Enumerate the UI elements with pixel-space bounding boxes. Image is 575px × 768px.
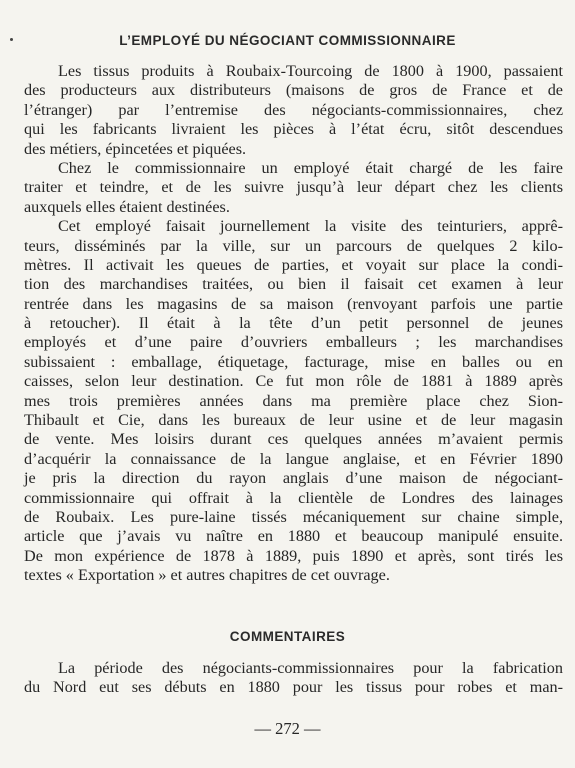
text-line: tion des marchandises traitées, ou bien il faisait cet examen à leur bbox=[24, 275, 563, 294]
text-line: La période des négociants-commissionnaires pour la fabrication bbox=[58, 659, 563, 677]
text-line: des métiers, épincetées et piquées. bbox=[24, 139, 247, 158]
text-line: employés et d’une paire d’ouvriers emballeurs ; les marchandises bbox=[24, 333, 563, 352]
text-line: subissaient : emballage, étiquetage, facturage, mise en balles ou en bbox=[24, 352, 563, 371]
page-number: — 272 — bbox=[254, 719, 321, 738]
text-line: traiter et teindre, et de les suivre jusqu’à leur départ chez les clients bbox=[24, 178, 563, 197]
text-line: textes « Exportation » et autres chapitres de cet ouvrage. bbox=[24, 566, 390, 585]
text-line: article que j’avais vu naître en 1880 et beaucoup manipulé ensuite. bbox=[24, 527, 563, 546]
text-line: caisses, selon leur destination. Ce fut mon rôle de 1881 à 1889 après bbox=[24, 372, 563, 391]
text-line: mes trois premières années dans ma première place chez Sion- bbox=[24, 391, 563, 410]
text-line: rentrée dans les magasins de sa maison (renvoyant parfois une partie bbox=[24, 294, 563, 313]
text-line: Chez le commissionnaire un employé était chargé de les faire bbox=[58, 158, 563, 177]
text-line: De mon expérience de 1878 à 1889, puis 1890 et après, sont tirés les bbox=[24, 546, 563, 565]
text-line: d’acquérir la connaissance de la langue anglaise, et en Février 1890 bbox=[24, 449, 563, 468]
text-line: qui les fabricants livraient les pièces à l’état écru, sitôt descendues bbox=[24, 120, 563, 139]
main-text bbox=[24, 62, 563, 586]
text-line: teurs, disséminés par la ville, sur un parcours de quelques 2 kilo- bbox=[24, 236, 563, 255]
text-line: de vente. Mes loisirs durant ces quelques années m’avaient permis bbox=[24, 430, 563, 449]
text-line: mètres. Il activait les queues de parties, et voyait sur place la condi- bbox=[24, 255, 563, 274]
text-line: à retoucher). Il était à la tête d’un petit personnel de jeunes bbox=[24, 314, 563, 333]
text-line: Thibault et Cie, dans les bureaux de leur usine et de leur magasin bbox=[24, 411, 563, 430]
section-heading: COMMENTAIRES bbox=[229, 629, 346, 644]
text-line: de Roubaix. Les pure-laine tissés mécaniquement sur chaine simple, bbox=[24, 507, 563, 526]
text-line: l’étranger) par l’entremise des négociants-commissionnaires, chez bbox=[24, 100, 563, 119]
text-line: commissionnaire qui offrait à la clientèle de Londres des lainages bbox=[24, 488, 563, 507]
chapter-title: L’EMPLOYÉ DU NÉGOCIANT COMMISSIONNAIRE bbox=[119, 33, 456, 48]
text-line: Les tissus produits à Roubaix-Tourcoing de 1800 à 1900, passaient bbox=[58, 62, 563, 80]
text-line: des producteurs aux distributeurs (maisons de gros de France et de bbox=[24, 81, 563, 100]
text-line: Cet employé faisait journellement la visite des teinturiers, apprê- bbox=[58, 217, 563, 236]
text-line: je pris la direction du rayon anglais d’une maison de négociant- bbox=[24, 469, 563, 488]
commentary-text bbox=[24, 659, 563, 698]
text-line: du Nord eut ses débuts en 1880 pour les tissus pour robes et man- bbox=[24, 678, 563, 697]
text-line: auxquels elles étaient destinées. bbox=[24, 197, 230, 216]
